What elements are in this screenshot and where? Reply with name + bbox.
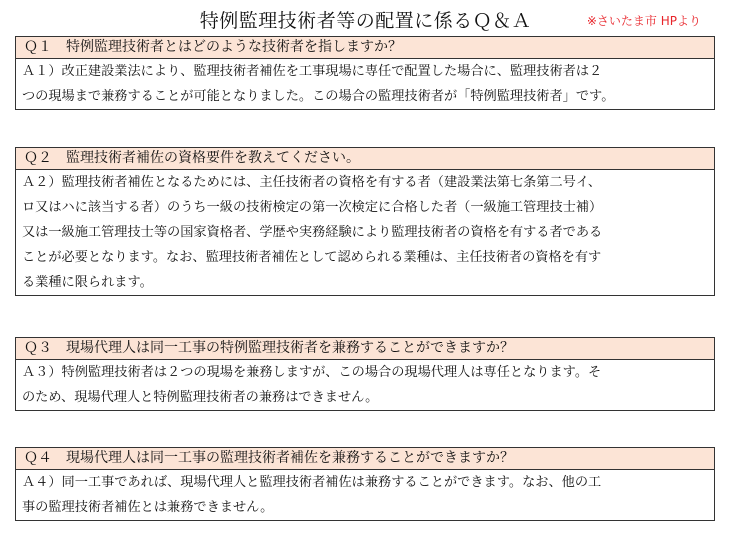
answer-2-line-5: る業種に限られます。	[22, 275, 153, 290]
answer-2-line-3: 又は一級施工管理技士等の国家資格者、学歴や実務経験により監理技術者の資格を有する者である	[22, 225, 603, 240]
answer-3-line-1: Ａ３）特例監理技術者は２つの現場を兼務しますが、この場合の現場代理人は専任となります。そ	[22, 365, 602, 380]
qa-block-3	[15, 337, 715, 411]
answer-2-line-2: ロ又はハに該当する者）のうち一級の技術検定の第一次検定に合格した者（一級施工管理技士補）	[22, 200, 603, 215]
answer-4-line-1: Ａ４）同一工事であれば、現場代理人と監理技術者補佐は兼務することができます。なお、他の工	[22, 475, 602, 490]
answer-3-line-2: のため、現場代理人と特例監理技術者の兼務はできません。	[22, 390, 379, 405]
qa-block-2	[15, 147, 715, 296]
answer-3	[15, 360, 715, 411]
question-2: Ｑ２ 監理技術者補佐の資格要件を教えてください。	[15, 147, 715, 170]
answer-2-line-4: ことが必要となります。なお、監理技術者補佐として認められる業種は、主任技術者の資格を有す	[22, 250, 602, 265]
qa-block-4	[15, 447, 715, 521]
answer-1-line-1: Ａ１）改正建設業法により、監理技術者補佐を工事現場に専任で配置した場合に、監理技術者は２	[22, 64, 603, 79]
answer-2-line-1: Ａ２）監理技術者補佐となるためには、主任技術者の資格を有する者（建設業法第七条第二号イ、	[22, 175, 602, 190]
answer-4-line-2: 事の監理技術者補佐とは兼務できません。	[22, 500, 274, 515]
question-3: Ｑ３ 現場代理人は同一工事の特例監理技術者を兼務することができますか？	[15, 337, 715, 360]
answer-1-line-2: つの現場まで兼務することが可能となりました。この場合の監理技術者が「特例監理技術者」です。	[22, 89, 615, 104]
question-4: Ｑ４ 現場代理人は同一工事の監理技術者補佐を兼務することができますか？	[15, 447, 715, 470]
answer-1	[15, 59, 715, 110]
qa-block-1	[15, 36, 715, 110]
answer-4	[15, 470, 715, 521]
page-title: 特例監理技術者等の配置に係るＱ＆Ａ	[199, 10, 532, 32]
question-1: Ｑ１ 特例監理技術者とはどのような技術者を指しますか？	[15, 36, 715, 59]
answer-2	[15, 170, 715, 296]
source-note: ※さいたま市 HPより	[586, 14, 701, 28]
